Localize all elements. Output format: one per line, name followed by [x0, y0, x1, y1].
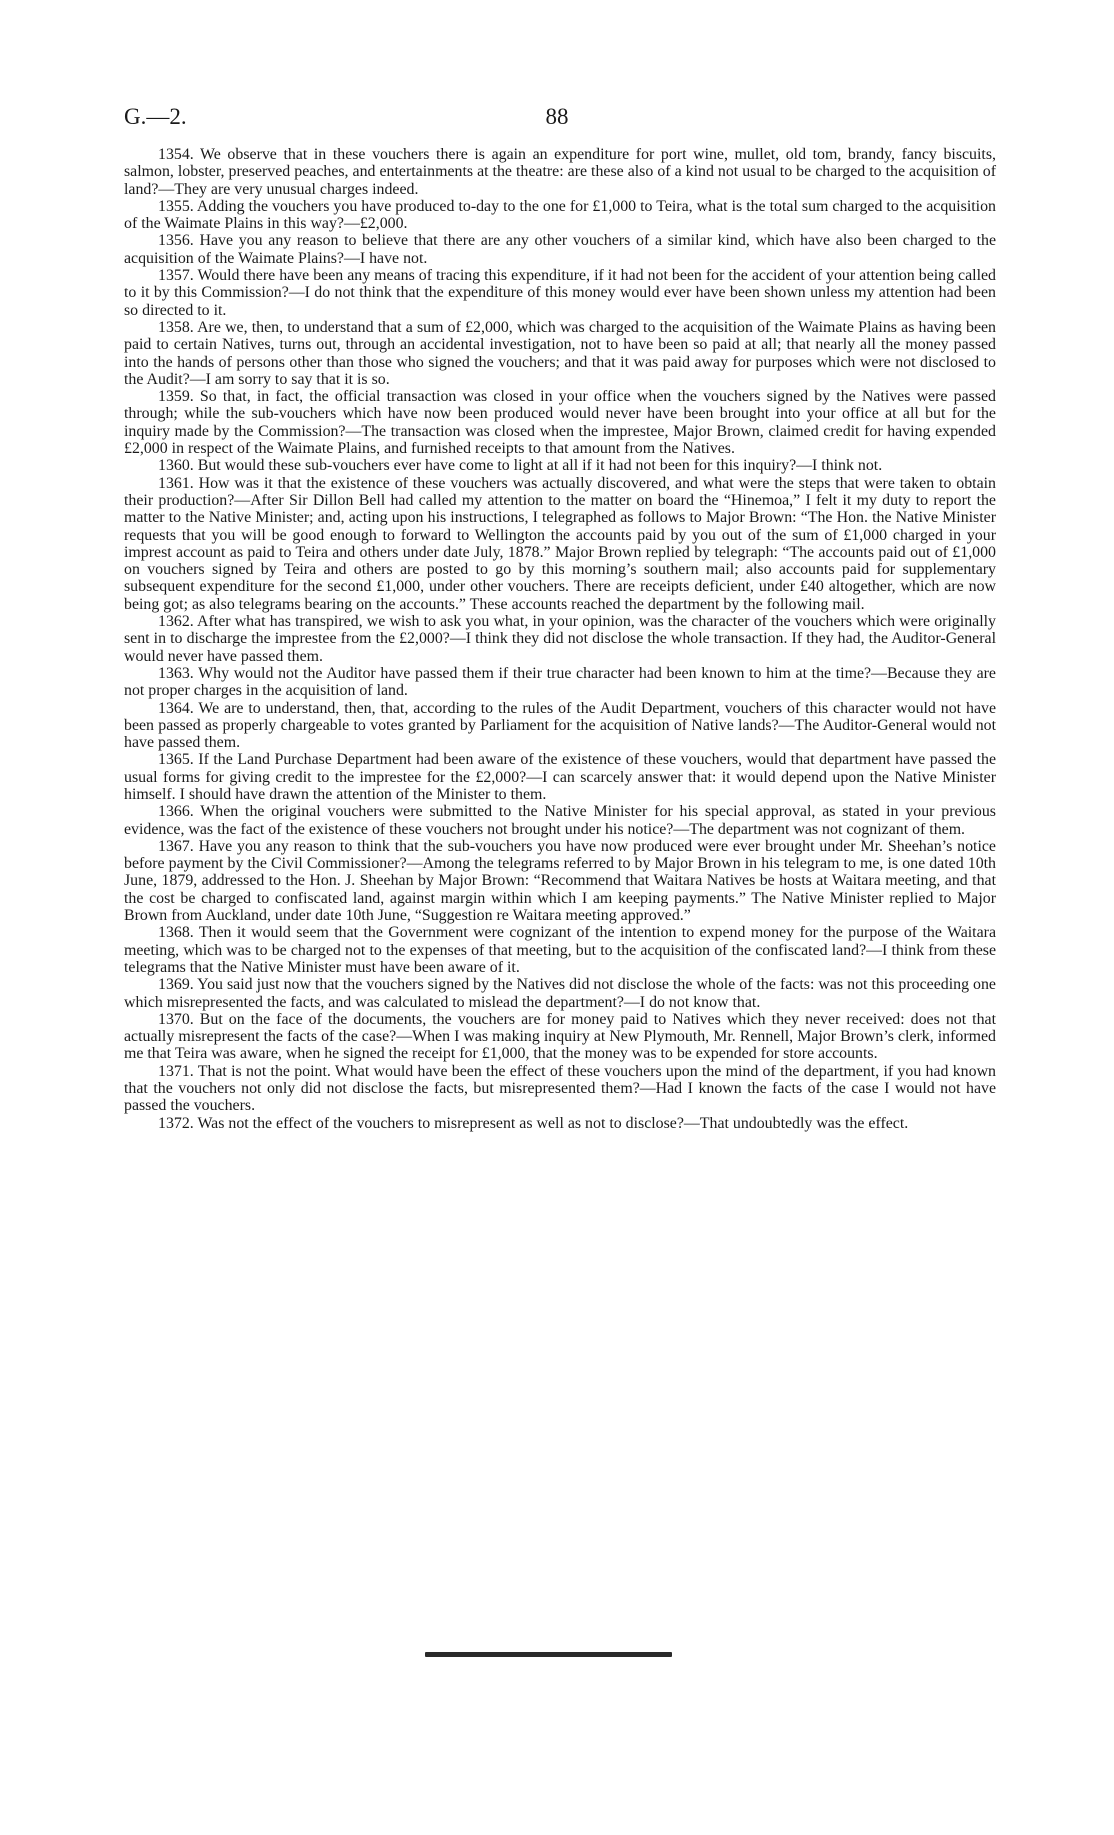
paragraph-1368: 1368. Then it would seem that the Government were cognizant of the intention to expend money for the purpose of the Waitara meeting, which was to be charged not to the expenses of that meeting, but to the acquisition of the confiscated land?—I think from these telegrams that the Native Minister must have been aware of it. [124, 924, 996, 976]
paragraph-1360: 1360. But would these sub-vouchers ever have come to light at all if it had not been for this inquiry?—I think not. [158, 457, 883, 475]
paragraph-1354: 1354. We observe that in these vouchers there is again an expenditure for port wine, mullet, old tom, brandy, fancy biscuits, salmon, lobster, preserved peaches, and entertainments at the theatre: are these also of a kind not usual to be charged to the acquisition of land?—They are very unusual charges indeed. [124, 146, 996, 198]
paragraph-1372: 1372. Was not the effect of the vouchers to misrepresent as well as not to disclose?—That undoubtedly was the effect. [158, 1114, 909, 1132]
page-header [124, 104, 990, 134]
paragraph-1363: 1363. Why would not the Auditor have passed them if their true character had been known to him at the time?—Because they are not proper charges in the acquisition of land. [124, 664, 996, 700]
paragraph-1364: 1364. We are to understand, then, that, according to the rules of the Audit Department, vouchers of this character would not have been passed as properly chargeable to votes granted by Parliament for the acquisition of Native lands?—The Auditor-General would not have passed them. [124, 699, 996, 752]
paragraph-1366: 1366. When the original vouchers were submitted to the Native Minister for his special approval, as stated in your previous evidence, was the fact of the existence of these vouchers not brought under his notice?—The department was not cognizant of them. [124, 803, 996, 838]
paragraph-1358: 1358. Are we, then, to understand that a sum of £2,000, which was charged to the acquisition of the Waimate Plains as having been paid to certain Natives, turns out, through an accidental investigation, not to have been so paid at all; that nearly all the money passed into the hands of persons other than those who signed the vouchers; and that it was paid away for purposes which were not disclosed to the Audit?—I am sorry to say that it is so. [124, 318, 996, 388]
paragraph-1365: 1365. If the Land Purchase Department had been aware of the existence of these vouchers, would that department have passed the usual forms for giving credit to the imprestee for the £2,000?—I can scarcely answer that: it would depend upon the Native Minister himself. I should have drawn the attention of the Minister to them. [124, 751, 996, 803]
paragraph-1361: 1361. How was it that the existence of these vouchers was actually discovered, and what were the steps that were taken to obtain their production?—After Sir Dillon Bell had called my attention to the matter on board the “Hinemoa,” I felt it my duty to report the matter to the Native Minister; and, acting upon his instructions, I telegraphed as follows to Major Brown: “The Hon. the Native Minister requests that you will be good enough to forward to Wellington the accounts paid by you out of the sum of £1,000 charged in your imprest account as paid to Teira and others under date July, 1878.” Major Brown replied by telegraph: “The accounts paid out of £1,000 on vouchers signed by Teira and others are posted to go by this morning’s southern mail; also accounts paid for supplementary subsequent expenditure for the second £1,000, under other vouchers. There are receipts deficient, under £40 altogether, which are now being got; as also telegrams bearing on the accounts.” These accounts reached the department by the following mail. [124, 474, 996, 613]
paragraph-1369: 1369. You said just now that the vouchers signed by the Natives did not disclose the whole of the facts: was not this proceeding one which misrepresented the facts, and was calculated to mislead the department?—I do not know that. [124, 976, 996, 1011]
paragraph-1355: 1355. Adding the vouchers you have produced to-day to the one for £1,000 to Teira, what is the total sum charged to the acquisition of the Waimate Plains in this way?—£2,000. [124, 197, 996, 233]
page-number: 88 [545, 104, 569, 129]
paragraph-1356: 1356. Have you any reason to believe that there are any other vouchers of a similar kind, which have also been charged to the acquisition of the Waimate Plains?—I have not. [124, 232, 996, 267]
closing-rule [425, 1652, 672, 1657]
document-code: G.—2. [124, 104, 187, 129]
paragraph-1370: 1370. But on the face of the documents, the vouchers are for money paid to Natives which they never received: does not that actually misrepresent the facts of the case?—When I was making inquiry at New Plymouth, Mr. Rennell, Major Brown’s clerk, informed me that Teira was aware, when he signed the receipt for £1,000, that the money was to be expended for store accounts. [124, 1010, 996, 1063]
paragraph-1362: 1362. After what has transpired, we wish to ask you what, in your opinion, was the character of the vouchers which were originally sent in to discharge the imprestee from the £2,000?—I think they did not disclose the whole transaction. If they had, the Auditor-General would never have passed them. [124, 613, 996, 665]
paragraph-1357: 1357. Would there have been any means of tracing this expenditure, if it had not been for the accident of your attention being called to it by this Commission?—I do not think that the expenditure of this money would ever have been shown unless my attention had been so directed to it. [124, 267, 996, 319]
paragraph-1367: 1367. Have you any reason to think that the sub-vouchers you have now produced were ever brought under Mr. Sheehan’s notice before payment by the Civil Commissioner?—Among the telegrams referred to by Major Brown in his telegram to me, is one dated 10th June, 1879, addressed to the Hon. J. Sheehan by Major Brown: “Recommend that Waitara Natives be hosts at Waitara meeting, and that the cost be charged to confiscated land, against margin within which I am keeping payments.” The Native Minister replied to Major Brown from Auckland, under date 10th June, “Suggestion re Waitara meeting approved.” [124, 837, 996, 925]
page-body [124, 146, 996, 1132]
paragraph-1371: 1371. That is not the point. What would have been the effect of these vouchers upon the mind of the department, if you had known that the vouchers not only did not disclose the facts, but misrepresented them?—Had I known the facts of the case I would not have passed the vouchers. [124, 1062, 996, 1115]
paragraph-1359: 1359. So that, in fact, the official transaction was closed in your office when the vouchers signed by the Natives were passed through; while the sub-vouchers which have now been produced would never have been brought into your office at all but for the inquiry made by the Commission?—The transaction was closed when the imprestee, Major Brown, claimed credit for having expended £2,000 in respect of the Waimate Plains, and furnished receipts to that amount from the Natives. [124, 388, 996, 458]
